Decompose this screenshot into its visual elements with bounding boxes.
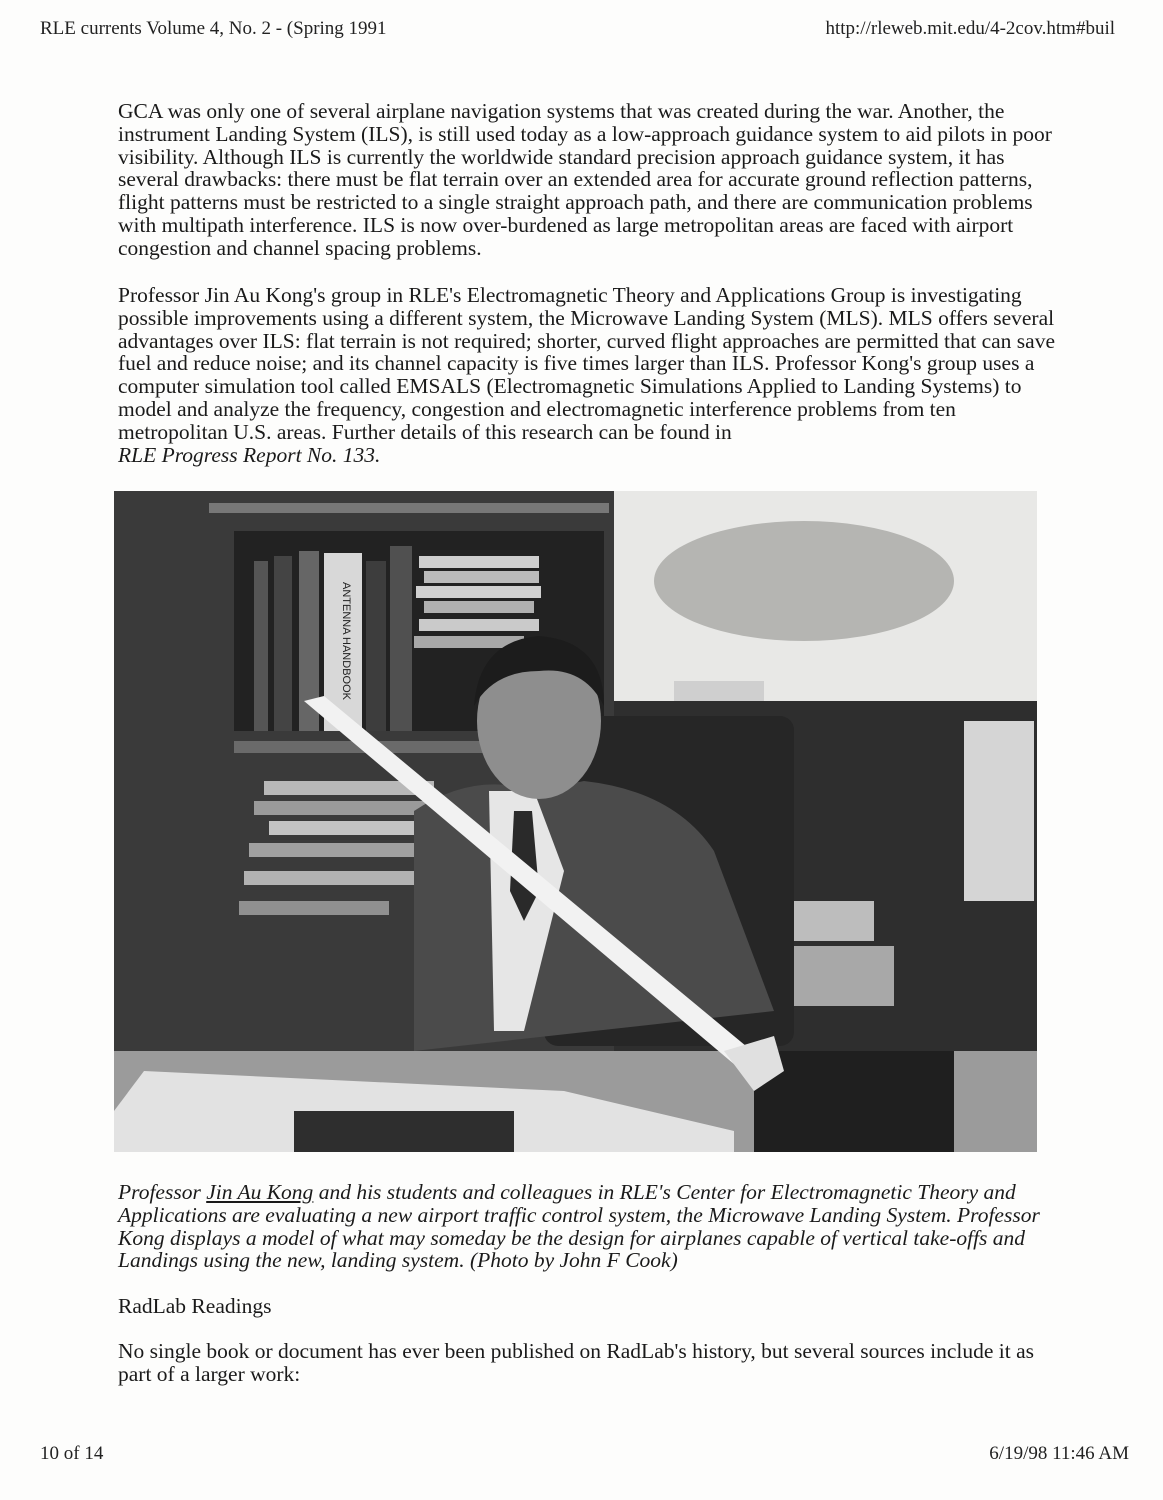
- paragraph-gca-ils: GCA was only one of several airplane navigation systems that was created during the war. Another, the instrument Landing System (ILS), is still used today as a low-approach guidance system to aid pilots in poor visibility. Although ILS is currently the worldwide standard precision approach guidance system, it has several drawbacks: there must be flat terrain over an extended area for accurate ground reflection patterns, flight patterns must be restricted to a single straight approach path, and there are communication problems with multipath interference. ILS is now over-burdened as large metropolitan areas are faced with airport congestion and channel spacing problems.: [118, 99, 1052, 260]
- photo-professor-kong: [114, 491, 1037, 1152]
- paragraph-radlab-history: No single book or document has ever been published on RadLab's history, but several sources include it as part of a larger work:: [118, 1339, 1035, 1386]
- paragraph-mls-text: Professor Jin Au Kong's group in RLE's Electromagnetic Theory and Applications Group is investigating possible improvements using a different system, the Microwave Landing System (MLS). MLS offers several advantages over ILS: flat terrain is not required; shorter, curved flight approaches are permitted that can save fuel and reduce noise; and its channel capacity is five times larger than ILS. Professor Kong's group uses a computer simulation tool called EMSALS (Electromagnetic Simulations Applied to Landing Systems) to model and analyze the frequency, congestion and electromagnetic interference problems from ten metropolitan U.S. areas. Further details of this research can be found in: [118, 283, 1056, 444]
- paragraph-mls: [118, 284, 1063, 466]
- photo-illustration: [114, 491, 1037, 1152]
- jin-au-kong-link[interactable]: Jin Au Kong: [206, 1180, 314, 1204]
- section-heading-radlab-readings: RadLab Readings: [118, 1294, 272, 1318]
- print-timestamp: 6/19/98 11:46 AM: [989, 1443, 1129, 1464]
- caption-prefix: Professor: [118, 1180, 207, 1204]
- caption-text: and his students and colleagues in RLE's Center for Electromagnetic Theory and Applications are evaluating a new airport traffic control system, the Microwave Landing System. Professor Kong displays a model of what may someday be the design for airplanes capable of vertical take-offs and Landings using the new, landing system. (Photo by John F Cook): [118, 1180, 1040, 1273]
- page-header-url: http://rleweb.mit.edu/4-2cov.htm#buil: [825, 18, 1115, 39]
- progress-report-reference: RLE Progress Report No. 133.: [118, 442, 381, 467]
- page-number: 10 of 14: [40, 1443, 104, 1464]
- page-header-title: RLE currents Volume 4, No. 2 - (Spring 1991: [40, 18, 387, 39]
- book-spine-text: ANTENNA HANDBOOK: [340, 582, 352, 700]
- photo-caption: [118, 1181, 1063, 1272]
